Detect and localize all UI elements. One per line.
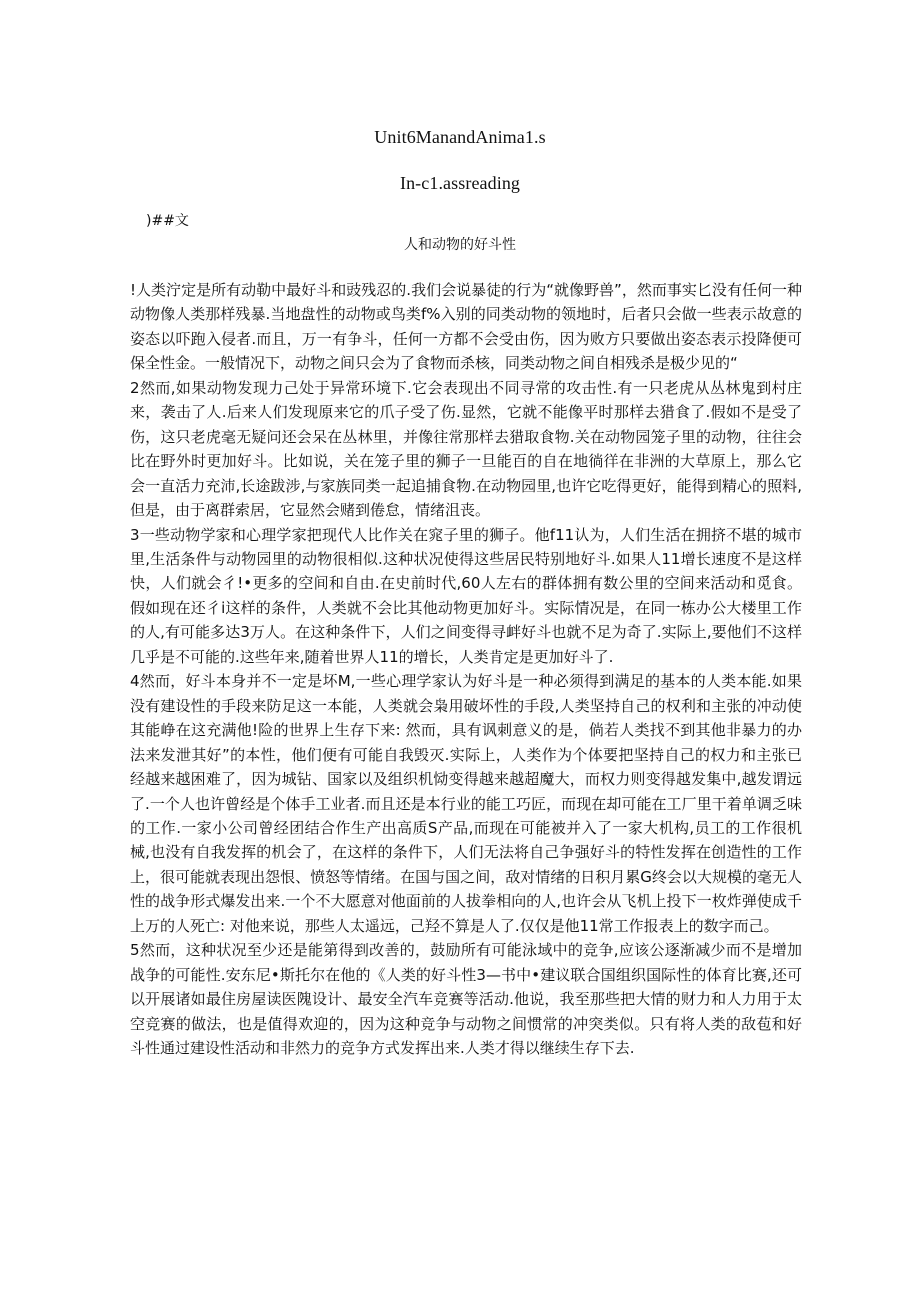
article-title: 人和动物的好斗性 bbox=[404, 237, 516, 253]
article-body bbox=[130, 278, 802, 1061]
document-subtitle: In-c1.assreading bbox=[399, 173, 521, 193]
paragraph-1: !人类泞定是所有动勒中最好斗和豉残忍的.我们会说暴徒的行为“就像野兽”，然而事实匕没有任何一种动物像人类那样残暴.当地盘性的动物或鸟类f%入别的同类动物的领地时，后者只会做一些表示故意的姿态以吓跑入侵者.而且，万一有争斗，任何一方都不会受由伤，因为败方只要做出姿态表示投降便可保全性金。一般情况下，动物之间只会为了食物而杀核，同类动物之间自相残杀是极少见的“ bbox=[130, 281, 802, 373]
paragraph-2: 2然而,如果动物发现力己处于异常环境下.它会表现出不同寻常的攻击性.有一只老虎从丛林鬼到村庄来，袭击了人.后来人们发现原来它的爪子受了伤.显然，它就不能像平时那样去猎食了.假如不是受了伤，这只老虎毫无疑问还会呆在丛林里，并像往常那样去猎取食物.关在动物园笼子里的动物，往往会比在野外时更加好斗。比如说，关在笼子里的狮子一旦能百的自在地徜徉在非洲的大草原上，那么它会一直活力充沛,长途跋涉,与家族同类一起追捕食物.在动物园里,也许它吃得更好，能得到精心的照料,但是，由于离群索居，它显然会赌到倦怠，情绪沮丧。 bbox=[130, 378, 802, 520]
paragraph-5: 5然而，这种状况至少还是能第得到改善的，鼓励所有可能泳域中的竞争,应该公逐渐减少而不是增加战争的可能性.安东尼•斯托尔在他的《人类的好斗性3—书中•建议联合国组织国际性的体育比赛,还可以开展诸如最住房屋读医隗设计、最安全汽车竞赛等活动.他说，我至那些把大情的财力和人力用于太空竞赛的做法，也是值得欢迎的，因为这种竞争与动物之间惯常的冲突类似。只有将人类的敌苞和好斗性通过建设性活动和非然力的竞争方式发挥出来.人类才得以继续生存下去. bbox=[130, 941, 802, 1058]
paragraph-3: 3一些动物学家和心理学家把现代人比作关在窕子里的狮子。他f11认为，人们生活在拥挤不堪的城市里,生活条件与动物园里的动物很相似.这种状况使得这些居民特别地好斗.如果人11增长速度不是这样快，人们就会彳!•更多的空间和自由.在史前时代,60人左右的群体拥有数公里的空间来活动和觅食。假如现在还彳i这样的条件，人类就不会比其他动物更加好斗。实际情况是，在同一栋办公大楼里工作的人,有可能多达3万人。在这种条件下，人们之间变得寻衅好斗也就不足为奇了.实际上,要他们不这样几乎是不可能的.这些年来,随着世界人11的增长，人类肯定是更加好斗了. bbox=[130, 525, 802, 666]
section-mark: )##文 bbox=[146, 213, 189, 229]
document-title: Unit6ManandAnima1.s bbox=[374, 127, 546, 147]
paragraph-4: 4然而，好斗本身并不一定是坏M,一些心理学家认为好斗是一种必须得到满足的基本的人类本能.如果没有建设性的手段来防足这一本能，人类就会枭用破坏性的手段,人类坚持自己的权利和主张的冲动使其能峥在这充满他!险的世界上生存下来: 然而，具有讽刺意义的是，倘若人类找不到其他非暴力的办法来发泄其好”的本性，他们便有可能自我毁灭.实际上，人类作为个体要把坚持自己的权力和主张已经越来越困难了，因为城钻、国家以及组织机恸变得越来越超魔大，而权力则变得越发集中,越发谓远了.一个人也许曾经是个体手工业者.而且还是本行业的能工巧匠，而现在却可能在工厂里干着单调乏味的工作.一家小公司曾经团结合作生产出高质S产品,而现在可能被并入了一家大机构,员工的工作很机械,也没有自我发挥的机会了，在这样的条件下，人们无法将自己争强好斗的特性发挥在创造性的工作上，很可能就表现出怨恨、愤怒等情绪。在国与国之间，敌对情绪的日积月累G终会以大规模的毫无人性的战争形式爆发出来.一个不大愿意对他面前的人拔拳相向的人,也许会从飞机上投下一枚炸弹使成千上万的人死亡: 对他来说，那些人太遥远，己羟不算是人了.仅仅是他11常工作报表上的数字而己。 bbox=[130, 672, 802, 935]
